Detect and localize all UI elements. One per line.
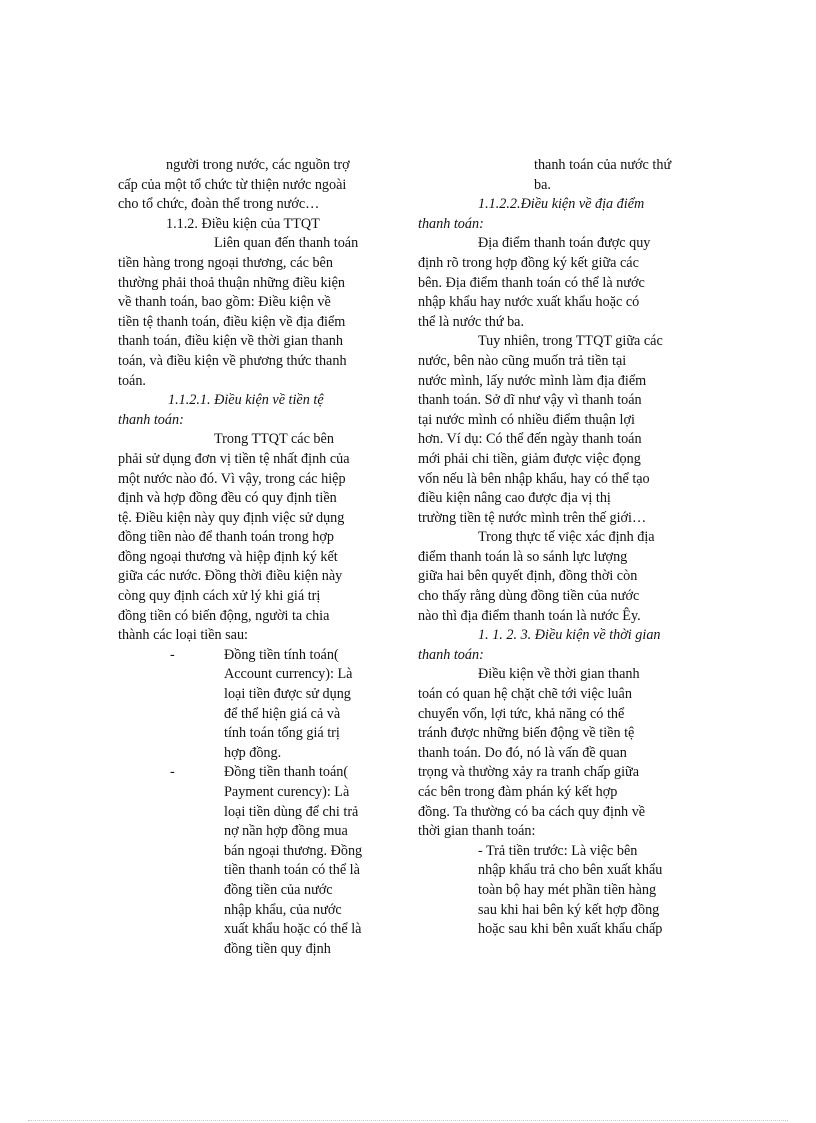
text-line: thời gian thanh toán: [418,823,536,840]
text-line: thành các loại tiền sau: [118,627,249,644]
text-line: cho tổ chức, đoàn thể trong nước… [118,196,320,213]
text-line: xuất khẩu hoặc có thể là [224,921,362,938]
text-line: toán, và điều kiện về phương thức thanh [118,352,347,369]
text-line: định và hợp đồng đều có quy định tiền [118,490,337,507]
text-line: tiền hàng trong ngoại thương, các bên [118,254,333,271]
text-line: Payment curency): Là [224,784,350,800]
text-line: Tuy nhiên, trong TTQT giữa các [478,333,663,350]
text-line: toàn bộ hay mét phần tiền hàng [478,881,657,898]
text-line: nhập khẩu trả cho bên xuất khẩu [478,862,663,879]
text-line: Trong TTQT các bên [214,431,334,448]
location-paragraph-2 [418,332,690,528]
text-line: bán ngoại thương. Đồng [224,842,363,859]
text-line: tại nước mình có nhiều điểm thuận lợi [418,411,635,428]
text-line: phải sử dụng đơn vị tiền tệ nhất định của [118,450,350,467]
subheading-time [418,626,690,665]
carry-over-text [418,156,690,195]
text-line: còng quy định cách xử lý khi giá trị [118,588,321,605]
location-paragraph-3 [418,528,690,626]
text-line: về thanh toán, bao gồm: Điều kiện về [118,294,331,311]
text-line: giữa hai bên quyết định, đồng thời còn [418,568,638,585]
text-line: nhập khẩu, của nước [224,901,342,918]
text-line: định rõ trong hợp đồng ký kết giữa các [418,254,639,271]
text-line: thanh toán. Do đó, nó là vấn đề quan [418,744,627,761]
left-column [118,156,380,959]
text-line: cho thấy rằng dùng đồng tiền của nước [418,588,640,605]
text-line: hoặc sau khi bên xuất khẩu chấp [478,921,663,938]
section-paragraph [118,234,380,391]
text-line: Điều kiện về thời gian thanh [478,666,640,683]
text-line: Đồng tiền tính toán( [224,646,339,663]
bullet-payment-currency [118,763,380,959]
text-line: 1. 1. 2. 3. Điều kiện về thời gian [478,627,661,644]
text-line: tiền tệ thanh toán, điều kiện về địa điểm [118,313,346,330]
text-line: điều kiện nâng cao được địa vị thị [418,490,611,507]
text-line: thể là nước thứ ba. [418,313,525,330]
text-line: nợ nần hợp đồng mua [224,823,348,840]
text-line: đồng tiền quy định [224,940,331,957]
text-line: cấp của một tổ chức từ thiện nước ngoài [118,176,347,193]
text-line: 1.1.2.2.Điều kiện về địa điểm [478,196,645,213]
text-line: tính toán tổng giá trị [224,725,340,742]
text-line: nào thì địa điểm thanh toán là nước Êy. [418,607,641,624]
text-line: toán có quan hệ chặt chẽ tới việc luân [418,686,632,703]
text-line: giữa các nước. Đồng thời điều kiện này [118,568,343,585]
text-line: đồng tiền có biến động, người ta chia [118,607,330,624]
text-line: đồng. Ta thường có ba cách quy định về [418,803,646,820]
text-line: Account currency): Là [224,666,353,683]
text-line: hợp đồng. [224,744,282,761]
text-line: nhập khẩu hay nước xuất khẩu hoặc có [418,294,640,311]
text-line: đồng tiền nào để thanh toán trong hợp [118,529,334,546]
bullet-marker: - [170,764,175,781]
text-line: thanh toán: [418,215,484,232]
right-column [418,156,690,940]
text-line: loại tiền dùng để chi trả [224,803,359,820]
text-line: tệ. Điều kiện này quy định việc sử dụng [118,509,345,526]
text-line: hơn. Ví dụ: Có thể đến ngày thanh toán [418,431,642,448]
text-line: Đồng tiền thanh toán( [224,764,349,781]
text-line: loại tiền được sử dụng [224,686,351,703]
text-line: người trong nước, các nguồn trợ [166,157,350,173]
text-line: chuyển vốn, lợi tức, khả năng có thể [418,705,625,722]
bullet-marker: - [170,646,175,663]
text-line: Trong thực tế việc xác định địa [478,529,655,546]
subheading-currency [118,391,380,430]
text-line: tránh được những biến động về tiền tệ [418,725,635,742]
text-line: trọng và thường xảy ra tranh chấp giữa [418,764,640,781]
section-heading: 1.1.2. Điều kiện của TTQT [166,215,320,232]
text-line: thường phải thoả thuận những điều kiện [118,274,345,291]
text-line: thanh toán: [118,411,184,428]
text-line: vốn nếu là bên nhập khẩu, hay có thể tạo [418,470,650,487]
intro-paragraph [118,156,380,215]
text-line: ba. [534,176,551,193]
text-line: Địa điểm thanh toán được quy [478,235,651,252]
location-paragraph-1 [418,234,690,332]
subheading-location [418,195,690,234]
text-line: thanh toán, điều kiện về thời gian thanh [118,333,343,350]
text-line: nước, bên nào cũng muốn trả tiền tại [418,352,627,369]
time-paragraph [418,665,690,841]
text-line: các bên trong đàm phán ký kết hợp [418,784,618,800]
text-line: đồng ngoại thương và hiệp định ký kết [118,548,338,565]
text-line: 1.1.2.1. Điều kiện về tiền tệ [168,392,324,409]
currency-paragraph [118,430,380,646]
text-line: để thể hiện giá cả và [224,705,341,722]
text-line: thanh toán. Sở dĩ như vậy vì thanh toán [418,392,642,409]
text-line: thanh toán: [418,646,484,663]
text-line: nước mình, lấy nước mình làm địa điểm [418,372,647,389]
bullet-prepayment [418,842,690,940]
text-line: Liên quan đến thanh toán [214,235,359,252]
text-line: điểm thanh toán là so sánh lực lượng [418,548,628,565]
text-line: mới phải chi tiền, giảm được việc đọng [418,450,641,467]
text-line: một nước nào đó. Vì vậy, trong các hiệp [118,470,346,487]
text-line: toán. [118,372,146,389]
text-line: bên. Địa điểm thanh toán có thể là nước [418,274,645,291]
text-line: trường tiền tệ nước mình trên thế giới… [418,509,647,526]
text-line: tiền thanh toán có thể là [224,862,360,879]
page-bottom-rule [28,1120,788,1121]
text-line: đồng tiền của nước [224,881,333,898]
text-line: sau khi hai bên ký kết hợp đồng [478,901,660,918]
text-line: thanh toán của nước thứ [534,157,672,173]
text-line: - Trả tiền trước: Là việc bên [478,842,638,859]
bullet-account-currency [118,646,380,764]
